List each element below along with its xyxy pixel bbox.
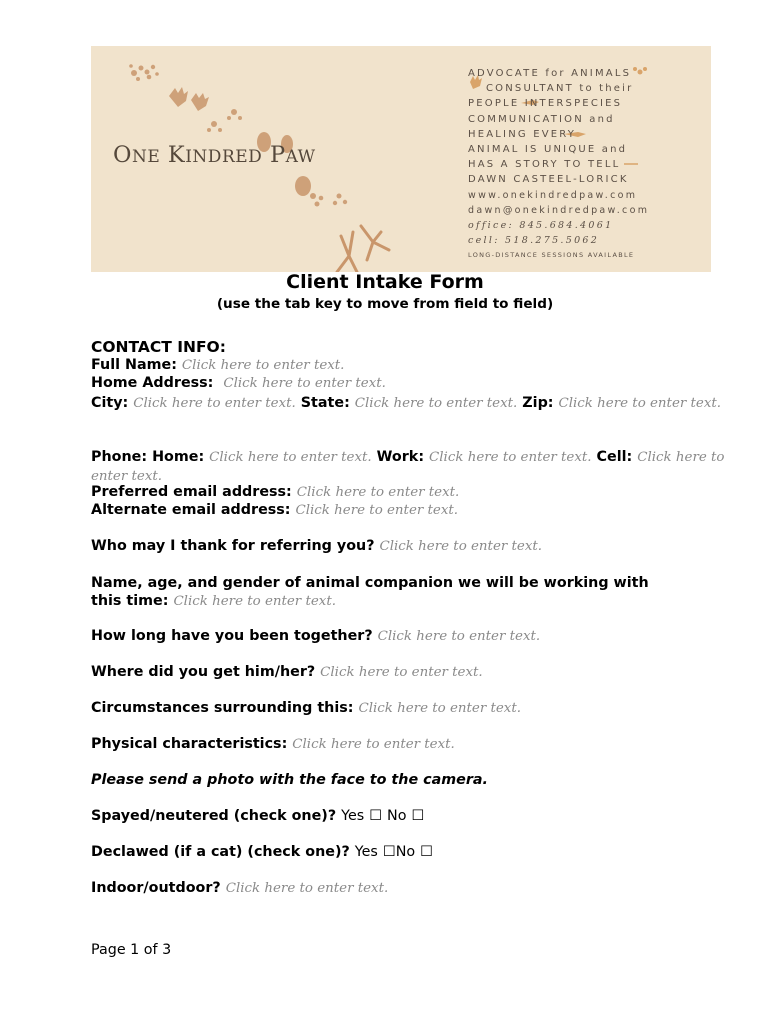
- email-link[interactable]: dawn@onekindredpaw.com: [468, 204, 650, 216]
- home-address-field[interactable]: Click here to enter text.: [223, 376, 386, 391]
- circumstances-row: [91, 700, 731, 716]
- declawed-yes-checkbox[interactable]: ☐: [382, 844, 396, 860]
- spayed-no-label: No: [387, 808, 407, 824]
- form-subtitle: (use the tab key to move from field to field): [216, 296, 554, 312]
- referral-row: [91, 538, 731, 554]
- circumstances-label: Circumstances surrounding this:: [91, 700, 354, 716]
- spayed-row: [91, 808, 731, 824]
- cell-phone-field[interactable]: Click here to enter text.: [91, 450, 725, 484]
- declawed-row: [91, 844, 731, 860]
- tagline-line: ANIMAL IS UNIQUE and: [468, 144, 628, 156]
- spayed-label: Spayed/neutered (check one)?: [91, 808, 337, 824]
- where-get-row: [91, 664, 731, 680]
- full-name-label: Full Name:: [91, 357, 177, 373]
- declawed-no-checkbox[interactable]: ☐: [420, 844, 433, 860]
- indoor-row: [91, 880, 731, 896]
- spayed-yes-label: Yes: [341, 808, 365, 824]
- cell-phone: cell: 518.275.5062: [468, 235, 600, 247]
- tagline-line: HAS A STORY TO TELL: [468, 159, 621, 171]
- physical-label: Physical characteristics:: [91, 736, 288, 752]
- spayed-yes-checkbox[interactable]: ☐: [369, 808, 383, 824]
- website-link[interactable]: www.onekindredpaw.com: [468, 189, 638, 201]
- preferred-email-row: [91, 484, 731, 500]
- where-get-field[interactable]: Click here to enter text.: [320, 665, 483, 680]
- city-state-zip-row: [91, 394, 731, 413]
- animal-companion-field[interactable]: Click here to enter text.: [173, 594, 336, 609]
- work-phone-label: Work:: [376, 449, 425, 465]
- office-phone: office: 845.684.4061: [468, 220, 614, 232]
- physical-row: [91, 736, 731, 752]
- form-title: Client Intake Form: [286, 271, 484, 293]
- together-label: How long have you been together?: [91, 628, 373, 644]
- city-field[interactable]: Click here to enter text.: [133, 396, 296, 411]
- tagline-line: DAWN CASTEEL-LORICK: [468, 174, 629, 186]
- photo-note: Please send a photo with the face to the camera.: [91, 772, 488, 788]
- home-address-label: Home Address:: [91, 375, 214, 391]
- physical-field[interactable]: Click here to enter text.: [292, 737, 455, 752]
- contact-heading: CONTACT INFO:: [91, 338, 226, 356]
- alternate-email-label: Alternate email address:: [91, 502, 291, 518]
- full-name-row: [91, 357, 731, 373]
- page-number: Page 1 of 3: [91, 942, 172, 958]
- contact-card-text: [468, 66, 708, 264]
- declawed-no-label: No: [395, 844, 416, 860]
- small-paw-icon: [207, 109, 242, 132]
- circumstances-field[interactable]: Click here to enter text.: [358, 701, 521, 716]
- where-get-label: Where did you get him/her?: [91, 664, 316, 680]
- brand-name: ONE KINDRED PAW: [113, 142, 316, 168]
- alternate-email-field[interactable]: Click here to enter text.: [295, 503, 459, 518]
- alternate-email-row: [91, 502, 731, 518]
- business-card-banner: [91, 46, 711, 272]
- tagline-line: PEOPLE INTERSPECIES: [468, 98, 623, 110]
- phone-label: Phone:: [91, 449, 148, 465]
- phone-row: [91, 448, 731, 486]
- together-row: [91, 628, 731, 644]
- indoor-label: Indoor/outdoor?: [91, 880, 221, 896]
- spayed-no-checkbox[interactable]: ☐: [411, 808, 425, 824]
- animal-companion-row: [91, 574, 651, 611]
- hand-print-icon: [169, 87, 209, 111]
- zip-label: Zip:: [522, 395, 554, 411]
- home-phone-field[interactable]: Click here to enter text.: [209, 450, 372, 465]
- sessions-note: LONG-DISTANCE SESSIONS AVAILABLE: [468, 251, 635, 260]
- declawed-yes-label: Yes: [354, 844, 378, 860]
- cell-phone-label: Cell:: [596, 449, 633, 465]
- referral-label: Who may I thank for referring you?: [91, 538, 375, 554]
- bird-track-icon: [337, 226, 389, 272]
- preferred-email-label: Preferred email address:: [91, 484, 292, 500]
- home-address-row: [91, 375, 731, 391]
- full-name-field[interactable]: Click here to enter text.: [181, 358, 345, 373]
- tagline-line: CONSULTANT to their: [486, 83, 634, 95]
- home-phone-label: Home:: [152, 449, 205, 465]
- zip-field[interactable]: Click here to enter text.: [558, 396, 722, 411]
- animal-companion-label: Name, age, and gender of animal companion we will be working with this time:: [91, 575, 649, 609]
- together-field[interactable]: Click here to enter text.: [377, 629, 541, 644]
- referral-field[interactable]: Click here to enter text.: [379, 539, 543, 554]
- paw-print-icon: [129, 64, 159, 81]
- city-label: City:: [91, 395, 129, 411]
- indoor-field[interactable]: Click here to enter text.: [225, 881, 389, 896]
- tagline-line: ADVOCATE for ANIMALS: [468, 68, 632, 79]
- tagline-line: COMMUNICATION and: [468, 113, 615, 125]
- state-label: State:: [300, 395, 350, 411]
- state-field[interactable]: Click here to enter text.: [354, 396, 518, 411]
- tagline-line: HEALING EVERY: [468, 128, 577, 140]
- declawed-label: Declawed (if a cat) (check one)?: [91, 844, 350, 860]
- work-phone-field[interactable]: Click here to enter text.: [429, 450, 592, 465]
- preferred-email-field[interactable]: Click here to enter text.: [296, 485, 460, 500]
